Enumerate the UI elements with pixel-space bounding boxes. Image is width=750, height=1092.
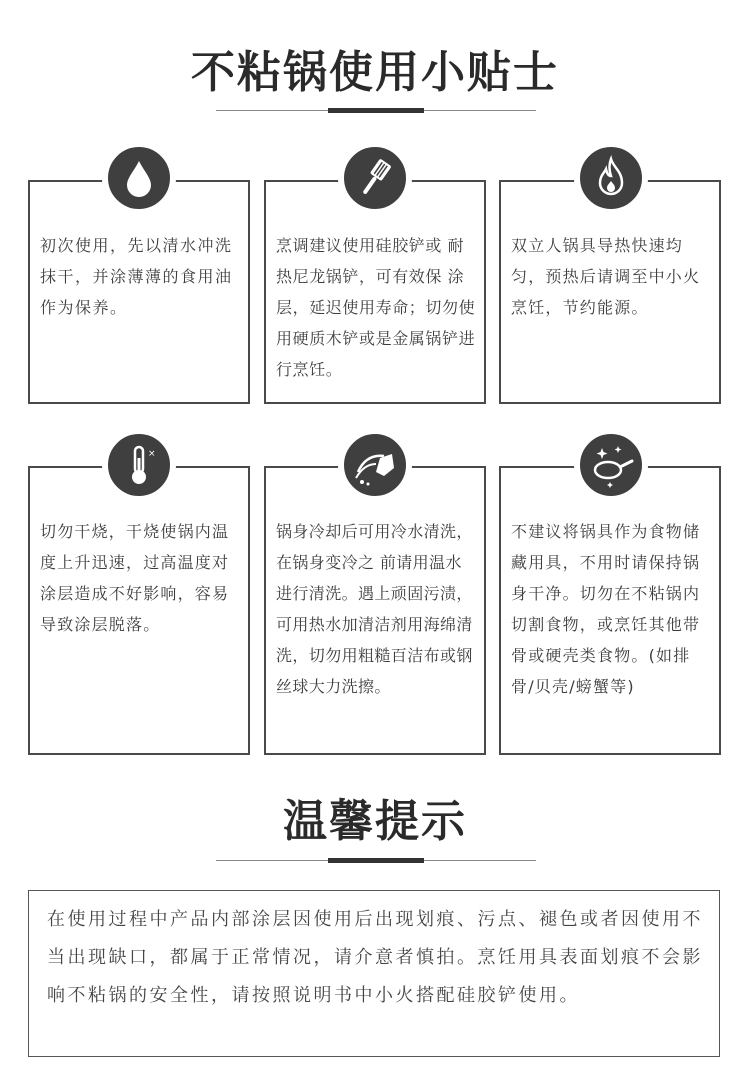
- page-title: 不粘锅使用小贴士: [191, 47, 559, 98]
- spatula-icon: [338, 141, 412, 215]
- tip-card-washing: [264, 466, 486, 755]
- title-accent-bar: [328, 108, 424, 113]
- water-wash-icon: [338, 428, 412, 502]
- notice-box: [28, 890, 720, 1057]
- notice-text: 在使用过程中产品内部涂层因使用后出现划痕、污点、褪色或者因使用不当出现缺口，都属于正常情况，请介意者慎拍。烹饪用具表面划痕不会影响不粘锅的安全性，请按照说明书中小火搭配硅胶铲使用。: [47, 909, 703, 1006]
- tip-card-text: 不建议将锅具作为食物储藏用具，不用时请保持锅身干净。切勿在不粘锅内切割食物，或烹饪其他带骨或硬壳类食物。(如排骨/贝壳/螃蟹等): [511, 522, 701, 696]
- notice-title: 温馨提示: [283, 796, 467, 847]
- flame-icon: [574, 141, 648, 215]
- tip-card-text: 锅身冷却后可用冷水清洗，在锅身变冷之 前请用温水进行清洗。遇上顽固污渍，可用热水加清洁剂用海绵清洗，切勿用粗糙百洁布或钢丝球大力洗擦。: [276, 522, 473, 696]
- tip-card-storage: [499, 466, 721, 755]
- svg-text:×: ×: [148, 449, 156, 459]
- notice-accent-bar: [328, 858, 424, 863]
- thermometer-icon: [102, 428, 176, 502]
- tip-card-text: 初次使用，先以清水冲洗抹干，并涂薄薄的食用油作为保养。: [40, 236, 233, 317]
- clean-pan-icon: [574, 428, 648, 502]
- tip-card-text: 双立人锅具导热快速均匀，预热后请调至中小火烹饪，节约能源。: [511, 236, 701, 317]
- tip-card-text: 切勿干烧，干烧使锅内温度上升迅速，过高温度对涂层造成不好影响，容易导致涂层脱落。: [40, 522, 230, 634]
- tip-card-text: 烹调建议使用硅胶铲或 耐热尼龙锅铲，可有效保 涂层，延迟使用寿命；切勿使用硬质木铲或是金属锅铲进行烹饪。: [276, 236, 476, 379]
- tip-card-dry-heating: [28, 466, 250, 755]
- water-drop-icon: [102, 141, 176, 215]
